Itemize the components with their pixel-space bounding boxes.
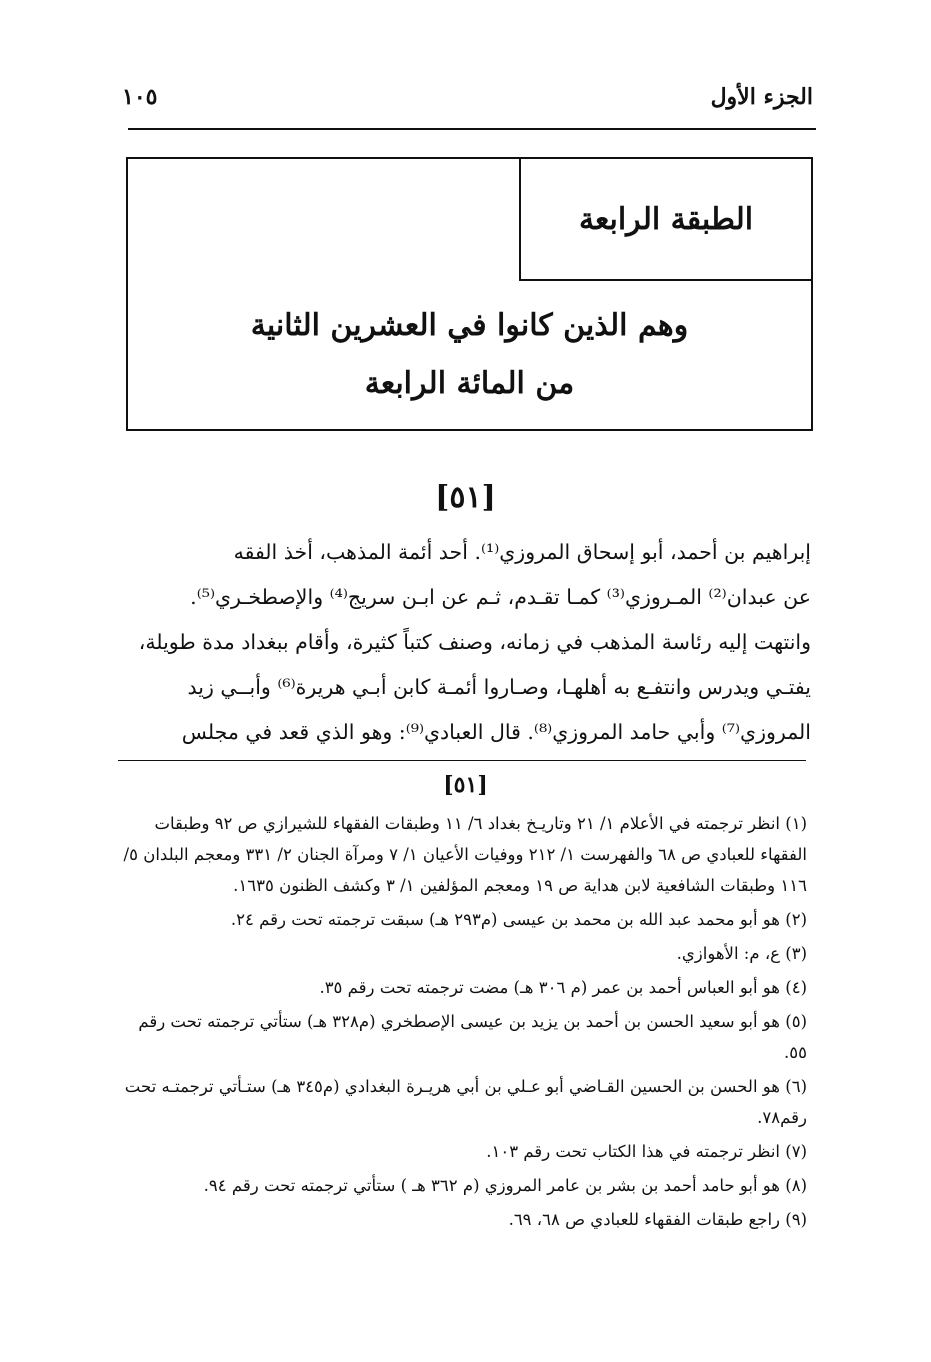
footnote: (٣) ع، م: الأهوازي. [676, 944, 807, 963]
entry-number: [٥١] [435, 480, 496, 515]
layer-subtitle [128, 297, 811, 413]
entry-line: يفتـي ويدرس وانتفـع به أهلهـا، وصـاروا أئمـة كابن أبـي هريرة⁽⁶⁾ وأبــي زيد [187, 675, 811, 699]
subtitle-line: من المائة الرابعة [364, 366, 575, 401]
footnotes-entry-number: [٥١] [443, 772, 488, 798]
running-title: الجزء الأول [710, 84, 813, 110]
header-divider [128, 128, 816, 130]
footnote: (٤) هو أبو العباس أحمد بن عمر (م ٣٠٦ هـ) مضت ترجمته تحت رقم ٣٥. [319, 978, 807, 997]
page-number: ١٠٥ [122, 84, 158, 110]
subtitle-line: وهم الذين كانوا في العشرين الثانية [250, 308, 689, 343]
title-frame [126, 157, 813, 431]
footnotes [117, 808, 807, 1235]
entry-line: إبراهيم بن أحمد، أبو إسحاق المروزي⁽¹⁾. أحد أئمة المذهب، أخذ الفقه [233, 540, 811, 564]
footnote: (٦) هو الحسن بن الحسين القـاضي أبو عـلي بن أبي هريـرة البغدادي (م٣٤٥ هـ) ستـأتي ترجمتـه تحت رقم٧٨. [124, 1077, 807, 1127]
layer-title: الطبقة الرابعة [578, 201, 754, 237]
footnote: (٥) هو أبو سعيد الحسن بن أحمد بن يزيد بن عيسى الإصطخري (م٣٢٨ هـ) ستأتي ترجمته تحت رقم ٥٥. [138, 1012, 807, 1062]
footnote: (٨) هو أبو حامد أحمد بن بشر بن عامر المروزي (م ٣٦٢ هـ ) ستأتي ترجمته تحت رقم ٩٤. [203, 1176, 807, 1195]
entry-line: عن عبدان⁽²⁾ المـروزي⁽³⁾ كمـا تقـدم، ثـم عن ابـن سريج⁽⁴⁾ والإصطخـري⁽⁵⁾. [190, 585, 811, 609]
entry-body [125, 530, 811, 755]
footnote: (٩) راجع طبقات الفقهاء للعبادي ص ٦٨، ٦٩. [508, 1210, 807, 1229]
layer-title-box [519, 159, 811, 281]
entry-line: وانتهت إليه رئاسة المذهب في زمانه، وصنف كتباً كثيرة، وأقام ببغداد مدة طويلة، [138, 630, 811, 654]
footnote: (٢) هو أبو محمد عبد الله بن محمد بن عيسى (م٢٩٣ هـ) سبقت ترجمته تحت رقم ٢٤. [230, 910, 807, 929]
footnote: (٧) انظر ترجمته في هذا الكتاب تحت رقم ١٠٣. [486, 1142, 807, 1161]
footnote-divider [118, 760, 806, 761]
footnote: (١) انظر ترجمته في الأعلام ١/ ٢١ وتاريـخ بغداد ٦/ ١١ وطبقات الفقهاء للشيرازي ص ٩٢ وطبقات الفقهاء للعبادي ص ٦٨ والفهرست ١/ ٢١٢ ووفيات الأعيان ١/ ٧ ومرآة الجنان ٢/ ٣٣١ ومعجم البلدان ٥/ ١١٦ وطبقات الشافعية لابن هداية ص ١٩ ومعجم المؤلفين ١/ ٣ وكشف الظنون ١٦٣٥. [123, 814, 807, 895]
entry-line: المروزي⁽⁷⁾ وأبي حامد المروزي⁽⁸⁾. قال العبادي⁽⁹⁾: وهو الذي قعد في مجلس [181, 720, 811, 744]
